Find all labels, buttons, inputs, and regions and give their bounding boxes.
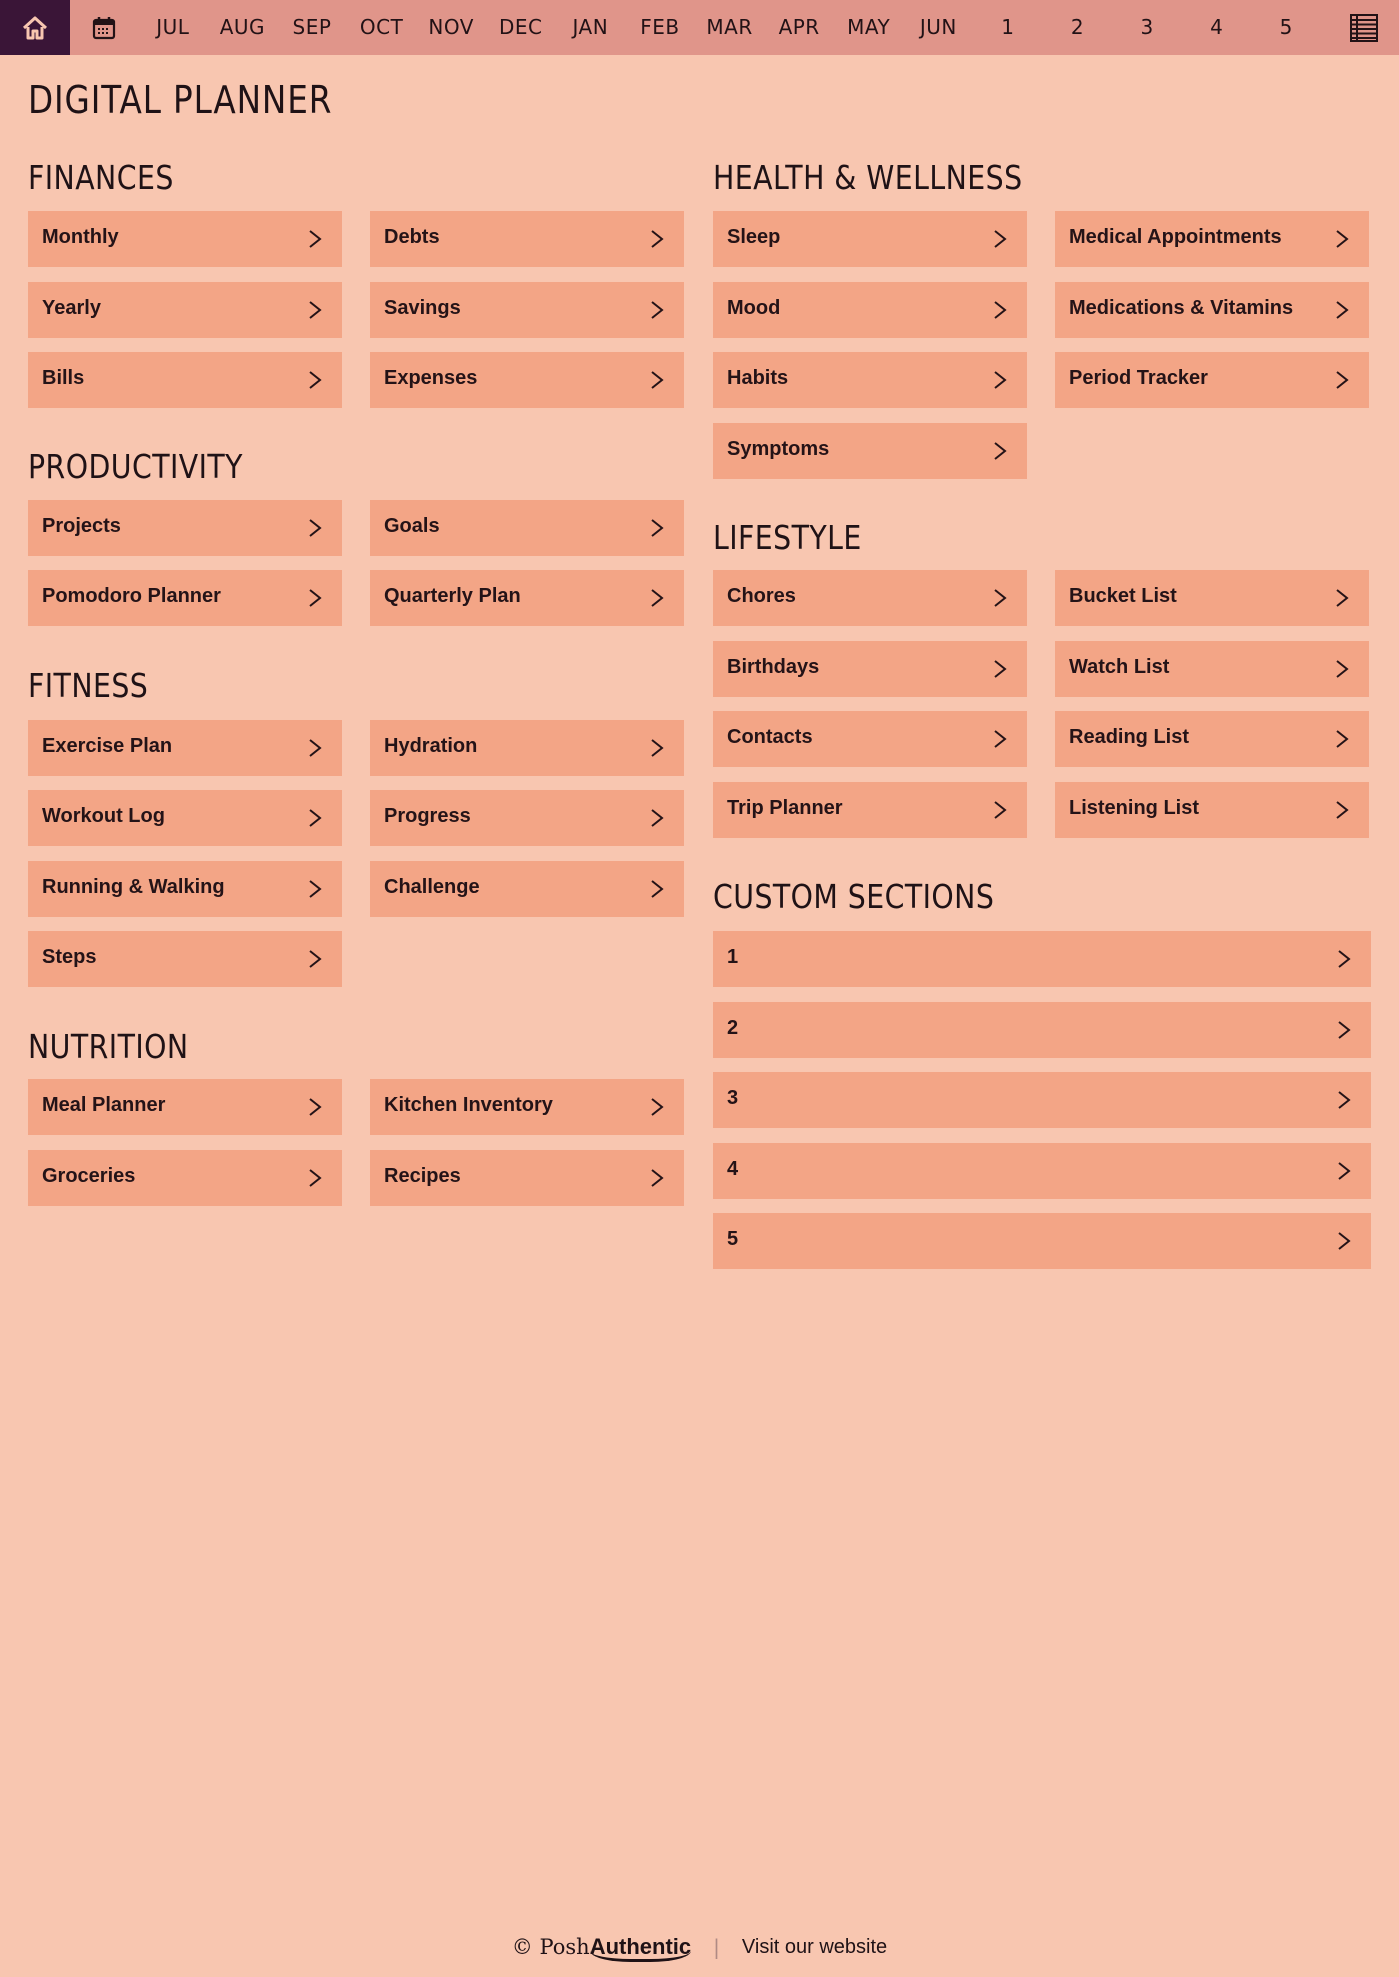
chevron-right-icon — [1335, 588, 1349, 608]
home-button[interactable] — [0, 0, 70, 55]
chevron-right-icon — [1335, 729, 1349, 749]
list-icon — [1349, 13, 1379, 43]
nav-tab-mar[interactable]: MAR — [706, 15, 753, 39]
chevron-right-icon — [650, 300, 664, 320]
card-custom-2[interactable] — [713, 1002, 1371, 1058]
card-trip-planner[interactable] — [713, 782, 1027, 838]
card-workout-log[interactable] — [28, 790, 342, 846]
brand-name-light: Posh — [539, 1935, 590, 1959]
card-mood[interactable] — [713, 282, 1027, 338]
chevron-right-icon — [1337, 949, 1351, 969]
nav-tab-oct[interactable]: OCT — [359, 15, 404, 39]
brand-name-bold: Authentic — [590, 1934, 691, 1962]
card-period-tracker[interactable] — [1055, 352, 1369, 408]
card-savings[interactable] — [370, 282, 684, 338]
copyright-symbol: © — [511, 1935, 533, 1959]
card-label: Running & Walking — [42, 875, 225, 898]
card-recipes[interactable] — [370, 1150, 684, 1206]
card-challenge[interactable] — [370, 861, 684, 917]
card-bills[interactable] — [28, 352, 342, 408]
card-watch-list[interactable] — [1055, 641, 1369, 697]
footer — [0, 1934, 1399, 1960]
card-label: Projects — [42, 514, 121, 537]
nav-tab-custom-5[interactable]: 5 — [1279, 15, 1293, 39]
nav-tab-custom-2[interactable]: 2 — [1070, 15, 1085, 39]
card-pomodoro-planner[interactable] — [28, 570, 342, 626]
chevron-right-icon — [308, 1097, 322, 1117]
chevron-right-icon — [993, 800, 1007, 820]
chevron-right-icon — [650, 229, 664, 249]
nav-tab-apr[interactable]: APR — [778, 15, 820, 39]
card-projects[interactable] — [28, 500, 342, 556]
productivity-heading: PRODUCTIVITY — [28, 447, 243, 486]
chevron-right-icon — [993, 659, 1007, 679]
card-quarterly-plan[interactable] — [370, 570, 684, 626]
nav-tab-aug[interactable]: AUG — [219, 15, 266, 39]
card-label: 5 — [727, 1227, 739, 1250]
card-sleep[interactable] — [713, 211, 1027, 267]
health-wellness-heading: HEALTH & WELLNESS — [713, 158, 1023, 197]
chevron-right-icon — [308, 588, 322, 608]
chevron-right-icon — [1335, 800, 1349, 820]
chevron-right-icon — [650, 808, 664, 828]
card-label: Habits — [727, 366, 789, 389]
chevron-right-icon — [993, 588, 1007, 608]
nav-tab-jan[interactable]: JAN — [572, 15, 609, 39]
card-label: Savings — [384, 296, 461, 319]
card-label: Goals — [384, 514, 440, 537]
chevron-right-icon — [650, 738, 664, 758]
nav-tab-jun[interactable]: JUN — [919, 15, 957, 39]
card-label: Chores — [727, 584, 796, 607]
card-bucket-list[interactable] — [1055, 570, 1369, 626]
custom-sections-heading: CUSTOM SECTIONS — [713, 877, 995, 916]
card-reading-list[interactable] — [1055, 711, 1369, 767]
card-label: Exercise Plan — [42, 734, 173, 757]
finances-heading: FINANCES — [28, 158, 174, 197]
nav-tab-sep[interactable]: SEP — [292, 15, 332, 39]
nav-tab-feb[interactable]: FEB — [640, 15, 680, 39]
card-label: Bills — [42, 366, 85, 389]
card-birthdays[interactable] — [713, 641, 1027, 697]
visit-website-link[interactable]: Visit our website — [741, 1935, 888, 1958]
top-navigation-bar — [0, 0, 1399, 55]
chevron-right-icon — [650, 588, 664, 608]
card-label: Workout Log — [42, 804, 165, 827]
chevron-right-icon — [650, 1097, 664, 1117]
card-label: Groceries — [42, 1164, 136, 1187]
chevron-right-icon — [993, 229, 1007, 249]
chevron-right-icon — [1337, 1020, 1351, 1040]
card-label: Kitchen Inventory — [384, 1093, 553, 1116]
card-symptoms[interactable] — [713, 423, 1027, 479]
card-label: Expenses — [384, 366, 478, 389]
index-button[interactable] — [1329, 0, 1399, 55]
card-medications-vitamins[interactable] — [1055, 282, 1369, 338]
chevron-right-icon — [993, 441, 1007, 461]
card-label: 2 — [727, 1016, 739, 1039]
card-progress[interactable] — [370, 790, 684, 846]
chevron-right-icon — [993, 370, 1007, 390]
card-label: Listening List — [1069, 796, 1199, 819]
brand-link[interactable] — [512, 1934, 691, 1960]
chevron-right-icon — [1335, 229, 1349, 249]
footer-separator: | — [713, 1935, 720, 1959]
card-label: Bucket List — [1069, 584, 1177, 607]
chevron-right-icon — [308, 949, 322, 969]
nav-tab-custom-1[interactable]: 1 — [1001, 15, 1015, 39]
card-debts[interactable] — [370, 211, 684, 267]
card-custom-3[interactable] — [713, 1072, 1371, 1128]
chevron-right-icon — [1335, 370, 1349, 390]
nav-tab-custom-3[interactable]: 3 — [1140, 15, 1154, 39]
card-label: Symptoms — [727, 437, 830, 460]
card-meal-planner[interactable] — [28, 1079, 342, 1135]
nav-tab-dec[interactable]: DEC — [499, 15, 543, 39]
card-hydration[interactable] — [370, 720, 684, 776]
card-steps[interactable] — [28, 931, 342, 987]
chevron-right-icon — [308, 229, 322, 249]
chevron-right-icon — [1335, 659, 1349, 679]
card-listening-list[interactable] — [1055, 782, 1369, 838]
chevron-right-icon — [308, 879, 322, 899]
calendar-icon — [91, 15, 117, 41]
card-label: Contacts — [727, 725, 813, 748]
card-habits[interactable] — [713, 352, 1027, 408]
nav-tab-may[interactable]: MAY — [847, 15, 891, 39]
card-label: Medical Appointments — [1069, 225, 1282, 248]
nutrition-heading: NUTRITION — [28, 1027, 189, 1066]
month-tabs — [138, 0, 1321, 55]
card-custom-1[interactable] — [713, 931, 1371, 987]
card-label: Pomodoro Planner — [42, 584, 221, 607]
chevron-right-icon — [308, 518, 322, 538]
card-label: Mood — [727, 296, 781, 319]
card-exercise-plan[interactable] — [28, 720, 342, 776]
card-label: Challenge — [384, 875, 480, 898]
lifestyle-heading: LIFESTYLE — [713, 518, 862, 557]
card-label: Hydration — [384, 734, 478, 757]
card-label: Progress — [384, 804, 471, 827]
card-label: Watch List — [1069, 655, 1170, 678]
card-custom-5[interactable] — [713, 1213, 1371, 1269]
chevron-right-icon — [650, 1168, 664, 1188]
chevron-right-icon — [308, 738, 322, 758]
card-label: Sleep — [727, 225, 781, 248]
chevron-right-icon — [1337, 1231, 1351, 1251]
chevron-right-icon — [993, 729, 1007, 749]
card-monthly[interactable] — [28, 211, 342, 267]
nav-tab-jul[interactable]: JUL — [156, 15, 190, 39]
card-label: 3 — [727, 1086, 739, 1109]
card-custom-4[interactable] — [713, 1143, 1371, 1199]
chevron-right-icon — [308, 808, 322, 828]
card-chores[interactable] — [713, 570, 1027, 626]
card-label: Trip Planner — [727, 796, 843, 819]
card-label: 4 — [727, 1157, 739, 1180]
chevron-right-icon — [1337, 1161, 1351, 1181]
card-label: Monthly — [42, 225, 119, 248]
nav-tab-nov[interactable]: NOV — [428, 15, 474, 39]
home-icon — [21, 15, 49, 41]
chevron-right-icon — [308, 300, 322, 320]
card-label: Steps — [42, 945, 97, 968]
card-groceries[interactable] — [28, 1150, 342, 1206]
page-title: DIGITAL PLANNER — [28, 78, 333, 122]
card-goals[interactable] — [370, 500, 684, 556]
card-medical-appointments[interactable] — [1055, 211, 1369, 267]
card-label: Debts — [384, 225, 440, 248]
card-label: Reading List — [1069, 725, 1190, 748]
chevron-right-icon — [993, 300, 1007, 320]
chevron-right-icon — [1337, 1090, 1351, 1110]
card-label: Yearly — [42, 296, 101, 319]
chevron-right-icon — [650, 518, 664, 538]
card-label: Medications & Vitamins — [1069, 296, 1294, 319]
card-label: Meal Planner — [42, 1093, 166, 1116]
chevron-right-icon — [1335, 300, 1349, 320]
card-label: Recipes — [384, 1164, 461, 1187]
card-expenses[interactable] — [370, 352, 684, 408]
chevron-right-icon — [650, 370, 664, 390]
card-kitchen-inventory[interactable] — [370, 1079, 684, 1135]
card-label: Period Tracker — [1069, 366, 1208, 389]
card-label: 1 — [727, 945, 739, 968]
card-label: Quarterly Plan — [384, 584, 521, 607]
fitness-heading: FITNESS — [28, 666, 149, 705]
nav-tab-custom-4[interactable]: 4 — [1210, 15, 1224, 39]
chevron-right-icon — [308, 370, 322, 390]
card-running-walking[interactable] — [28, 861, 342, 917]
chevron-right-icon — [308, 1168, 322, 1188]
card-label: Birthdays — [727, 655, 820, 678]
card-contacts[interactable] — [713, 711, 1027, 767]
calendar-button[interactable] — [70, 0, 138, 55]
card-yearly[interactable] — [28, 282, 342, 338]
chevron-right-icon — [650, 879, 664, 899]
